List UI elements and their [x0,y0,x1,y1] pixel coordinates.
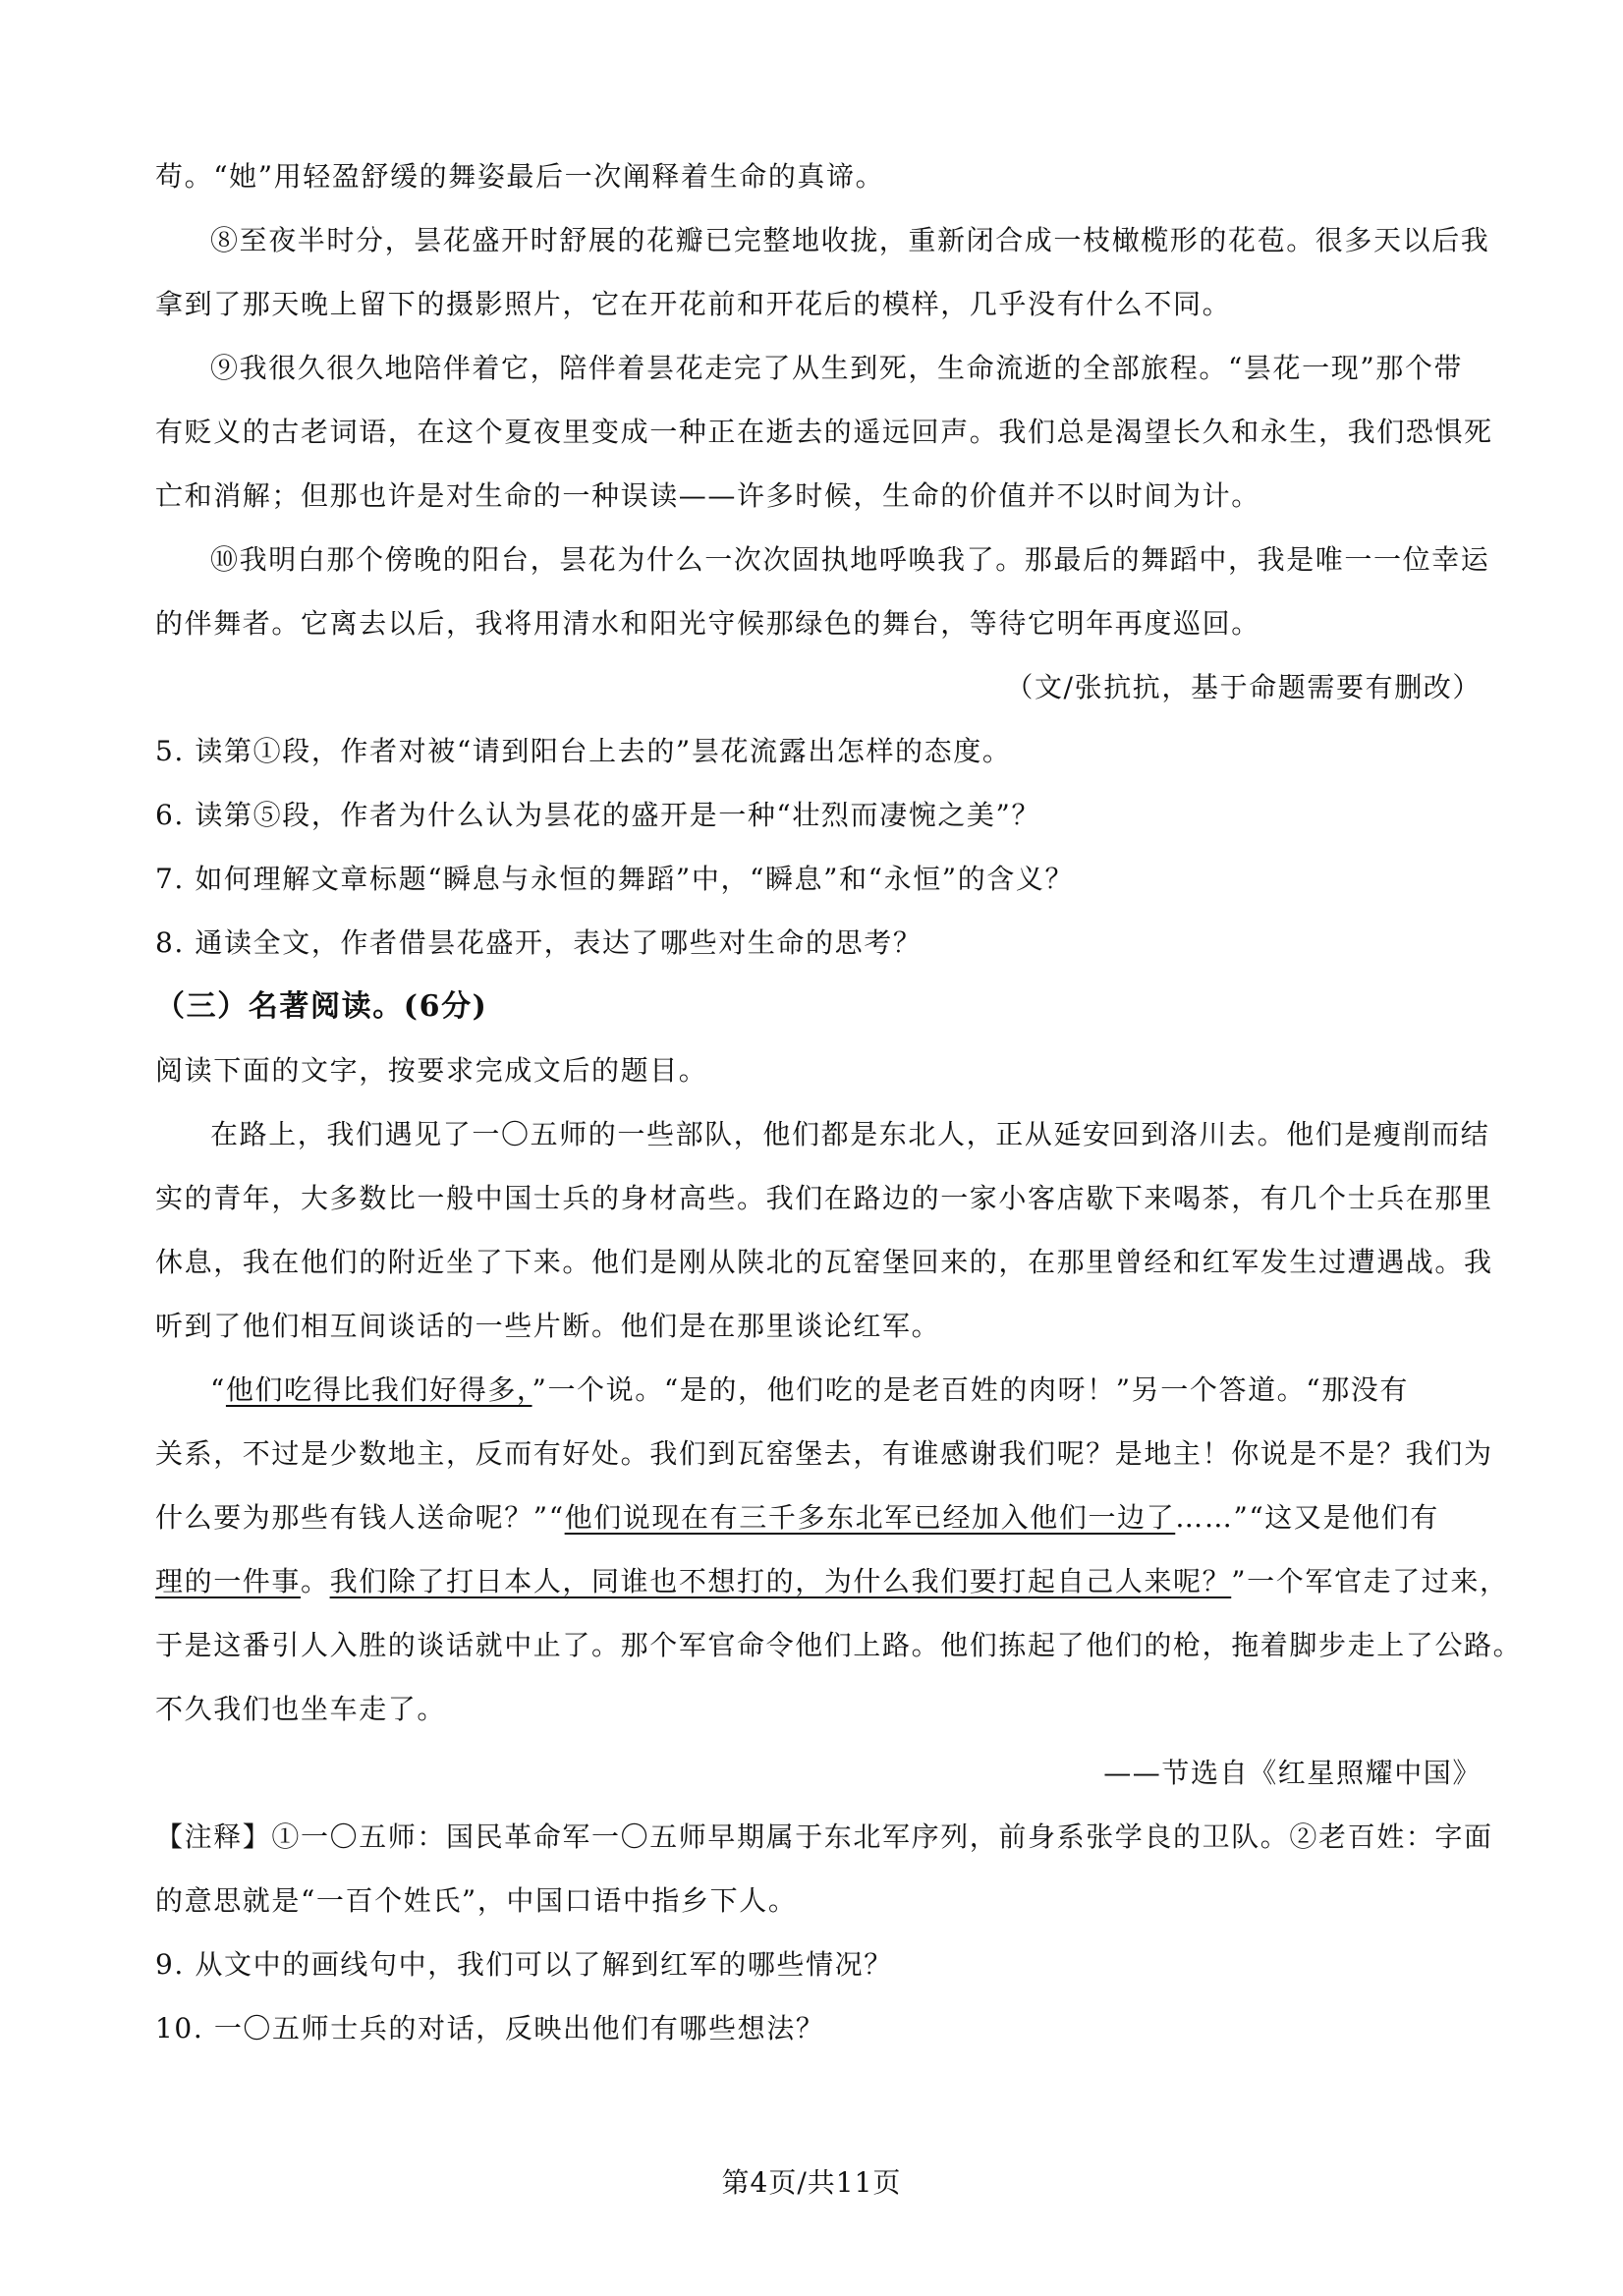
excerpt-line: 休息，我在他们的附近坐了下来。他们是刚从陕北的瓦窑堡回来的，在那里曾经和红军发生过遭遇战。我 [155,1246,1493,1278]
underlined-sentence: 他们说现在有三千多东北军已经加入他们一边了 [564,1501,1176,1534]
passage-line: 的伴舞者。它离去以后，我将用清水和阳光守候那绿色的舞台，等待它明年再度巡回。 [155,607,1260,640]
excerpt-text: ”一个军官走了过来， [1231,1565,1509,1597]
excerpt-line [155,1498,1482,1538]
passage-paragraph-8: ⑧至夜半时分，昙花盛开时舒展的花瓣已完整地收拢，重新闭合成一枝橄榄形的花苞。很多天以后我 [210,224,1490,256]
annotation-note: 【注释】①一〇五师：国民革命军一〇五师早期属于东北军序列，前身系张学良的卫队。②老百姓：字面 [155,1820,1493,1853]
question-9: 9. 从文中的画线句中，我们可以了解到红军的哪些情况？ [155,1948,893,1981]
question-10: 10. 一〇五师士兵的对话，反映出他们有哪些想法？ [155,2012,825,2044]
section-heading: （三）名著阅读。(6分) [155,989,488,1024]
question-8: 8. 通读全文，作者借昙花盛开，表达了哪些对生命的思考？ [155,926,923,959]
section-instruction: 阅读下面的文字，按要求完成文后的题目。 [155,1054,708,1087]
excerpt-line: 于是这番引人入胜的谈话就中止了。那个军官命令他们上路。他们拣起了他们的枪，拖着脚步走上了公路。 [155,1629,1523,1661]
excerpt-source: ——节选自《红星照耀中国》 [1103,1757,1482,1789]
passage-paragraph-9: ⑨我很久很久地陪伴着它，陪伴着昙花走完了从生到死，生命流逝的全部旅程。“昙花一现”那个带 [210,352,1464,384]
excerpt-text: ……”“这又是他们有 [1175,1501,1439,1534]
excerpt-text: 。 [301,1565,330,1597]
question-5: 5. 读第①段，作者对被“请到阳台上去的”昙花流露出怎样的态度。 [155,735,1012,767]
excerpt-line: 不久我们也坐车走了。 [155,1693,447,1725]
excerpt-line [155,1562,1509,1601]
exam-page [155,157,1523,2073]
excerpt-text: “ [210,1373,226,1406]
excerpt-paragraph-1: 在路上，我们遇见了一〇五师的一些部队，他们都是东北人，正从延安回到洛川去。他们是瘦削而结 [210,1118,1490,1150]
question-6: 6. 读第⑤段，作者为什么认为昙花的盛开是一种“壮烈而凄惋之美”？ [155,799,1041,831]
excerpt-line: 实的青年，大多数比一般中国士兵的身材高些。我们在路边的一家小客店歇下来喝茶，有几个士兵在那里 [155,1182,1493,1214]
passage-paragraph-10: ⑩我明白那个傍晚的阳台，昙花为什么一次次固执地呼唤我了。那最后的舞蹈中，我是唯一一位幸运 [210,543,1490,576]
excerpt-text: 什么要为那些有钱人送命呢？”“ [155,1501,565,1534]
excerpt-text: ”一个说。“是的，他们吃的是老百姓的肉呀！”另一个答道。“那没有 [532,1373,1409,1406]
excerpt-line: 听到了他们相互间谈话的一些片断。他们是在那里谈论红军。 [155,1310,941,1342]
passage-source: （文/张抗抗，基于命题需要有删改） [1005,671,1482,703]
underlined-sentence: 理的一件事 [155,1565,302,1597]
page-number: 第4页/共11页 [721,2166,902,2199]
passage-line: 苟。“她”用轻盈舒缓的舞姿最后一次阐释着生命的真谛。 [155,160,885,193]
underlined-sentence: 他们吃得比我们好得多， [225,1373,532,1406]
excerpt-paragraph-2 [155,1371,1482,1410]
question-7: 7. 如何理解文章标题“瞬息与永恒的舞蹈”中，“瞬息”和“永恒”的含义？ [155,863,1075,895]
excerpt-line: 关系，不过是少数地主，反而有好处。我们到瓦窑堡去，有谁感谢我们呢？是地主！你说是不是？我们为 [155,1437,1493,1470]
passage-line: 有贬义的古老词语，在这个夏夜里变成一种正在逝去的遥远回声。我们总是渴望长久和永生，我们恐惧死 [155,416,1493,448]
passage-line: 亡和消解；但那也许是对生命的一种误读——许多时候，生命的价值并不以时间为计。 [155,479,1260,512]
annotation-note: 的意思就是“一百个姓氏”，中国口语中指乡下人。 [155,1884,798,1917]
underlined-sentence: 我们除了打日本人，同谁也不想打的，为什么我们要打起自己人来呢？ [329,1565,1232,1597]
passage-line: 拿到了那天晚上留下的摄影照片，它在开花前和开花后的模样，几乎没有什么不同。 [155,288,1232,320]
